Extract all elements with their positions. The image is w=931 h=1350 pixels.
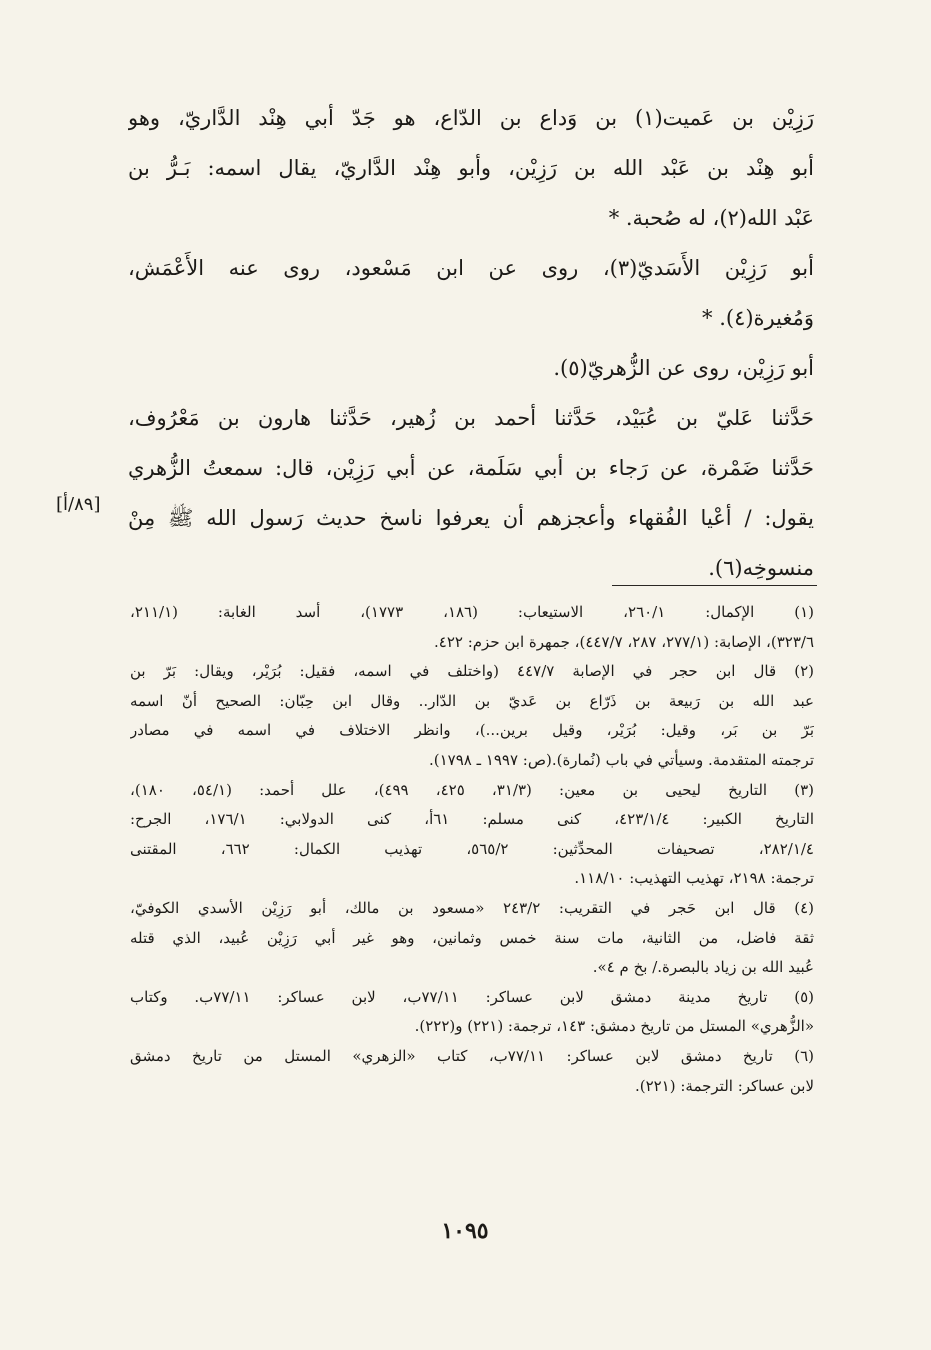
footnote-line: عُبيد الله بن زياد بالبصرة./ بخ م ٤».: [592, 958, 814, 977]
main-line: منسوخِه(٦).: [708, 556, 814, 580]
footnote-line: (٢) قال ابن حجر في الإصابة ٤٤٧/٧ (واختلف في اسمه، فقيل: بُرَيْر، ويقال: بَرّ بن: [130, 662, 814, 681]
main-line: عَبْد الله(٢)، له صُحبة. *: [608, 206, 814, 230]
main-text: [128, 93, 814, 593]
main-line: أبو هِنْد بن عَبْد الله بن رَزِيْن، وأبو هِنْد الدَّاريّ، يقال اسمه: بَـرُّ بن: [128, 156, 814, 180]
footnote-line: (٦) تاريخ دمشق لابن عساكر: ٧٧/١١ب، كتاب «الزهري» المستل من تاريخ دمشق: [130, 1046, 814, 1065]
footnote-line: (٣) التاريخ ليحيى بن معين: (٣١/٣، ٤٢٥، ٤٩٩)، علل أحمد: (٥٤/١، ١٨٠)،: [130, 780, 814, 799]
footnote-line: ترجمته المتقدمة. وسيأتي في باب (نُمارة).(ص: ١٩٩٧ ـ ١٧٩٨).: [428, 750, 814, 769]
footnotes: [130, 598, 814, 1101]
footnote-line: ٢٨٢/١/٤، تصحيفات المحدِّثين: ٥٦٥/٢، تهذيب الكمال: ٦٦٢، المقتنى: [130, 839, 814, 858]
footnote-line: (٥) تاريخ مدينة دمشق لابن عساكر: ٧٧/١١ب، لابن عساكر: ٧٧/١١ب. وكتاب: [130, 987, 814, 1006]
main-line: أبو رَزِيْن الأَسَديّ(٣)، روى عن ابن مَسْعود، روى عنه الأَعْمَش،: [128, 256, 814, 280]
footnote-line: ترجمة: ٢١٩٨، تهذيب التهذيب: ١١٨/١٠.: [574, 869, 814, 888]
footnote-line: التاريخ الكبير: ٤٢٣/١/٤، كنى مسلم: ٦١أ، كنى الدولابي: ١٧٦/١، الجرح:: [130, 810, 814, 829]
main-line: حَدَّثنا عَليّ بن عُبَيْد، حَدَّثنا أحمد بن زُهير، حَدَّثنا هارون بن مَعْرُوف،: [128, 406, 814, 430]
footnote-line: (١) الإكمال: ٢٦٠/١، الاستيعاب: (١٨٦، ١٧٧٣)، أسد الغابة: (٢١١/١،: [130, 603, 814, 621]
footnote-line: «الزُّهري» المستل من تاريخ دمشق: ١٤٣، ترجمة: (٢٢١) و(٢٢٢).: [414, 1017, 814, 1036]
footnote-line: لابن عساكر: الترجمة: (٢٢١).: [634, 1076, 814, 1095]
footnote-line: بَرّ بن بَر، وقيل: بُرَيْر، وقيل برين...)، وانظر الاختلاف في اسمه في مصادر: [130, 721, 814, 740]
footnote-line: ثقة فاضل، من الثانية، مات سنة خمس وثمانين، وهو غير أبي رَزِيْن عُبيد، الذي قتله: [130, 928, 814, 947]
footnote-line: ٣٢٣/٦)، الإصابة: (٢٧٧/١، ٢٨٧، ٤٤٧/٧)، جمهرة ابن حزم: ٤٢٢.: [434, 632, 814, 651]
page-number: ١٠٩٥: [441, 1218, 489, 1244]
footnote-line: (٤) قال ابن حَجر في التقريب: ٢٤٣/٢ «مسعود بن مالك، أبو رَزِيْن الأسدي الكوفيّ،: [130, 898, 814, 917]
folio-marker: [٨٩/أ]: [56, 494, 101, 515]
footnote-line: عبد الله بن رَبيعة بن ذَرّاع بن عَديّ بن الدّار.. وقال ابن حِبّان: الصحيح أنّ اسمه: [130, 691, 814, 710]
main-line: حَدَّثنا ضَمْرة، عن رَجاء بن أبي سَلَمة، عن أبي رَزِيْن، قال: سمعتُ الزُّهري: [128, 456, 814, 480]
main-line: وَمُغيرة(٤). *: [702, 306, 814, 330]
footnote-separator: [612, 585, 817, 586]
main-line: يقول: / أعْيا الفُقهاء وأعجزهم أن يعرفوا ناسخ حديث رَسول الله ﷺ مِنْ: [128, 506, 814, 530]
main-line: أبو رَزِيْن، روى عن الزُّهريّ(٥).: [553, 356, 814, 380]
main-line: رَزِيْن بن عَميت(١) بن وَداع بن الدّاع، هو جَدّ أبي هِنْد الدَّاريّ، وهو: [128, 106, 814, 130]
